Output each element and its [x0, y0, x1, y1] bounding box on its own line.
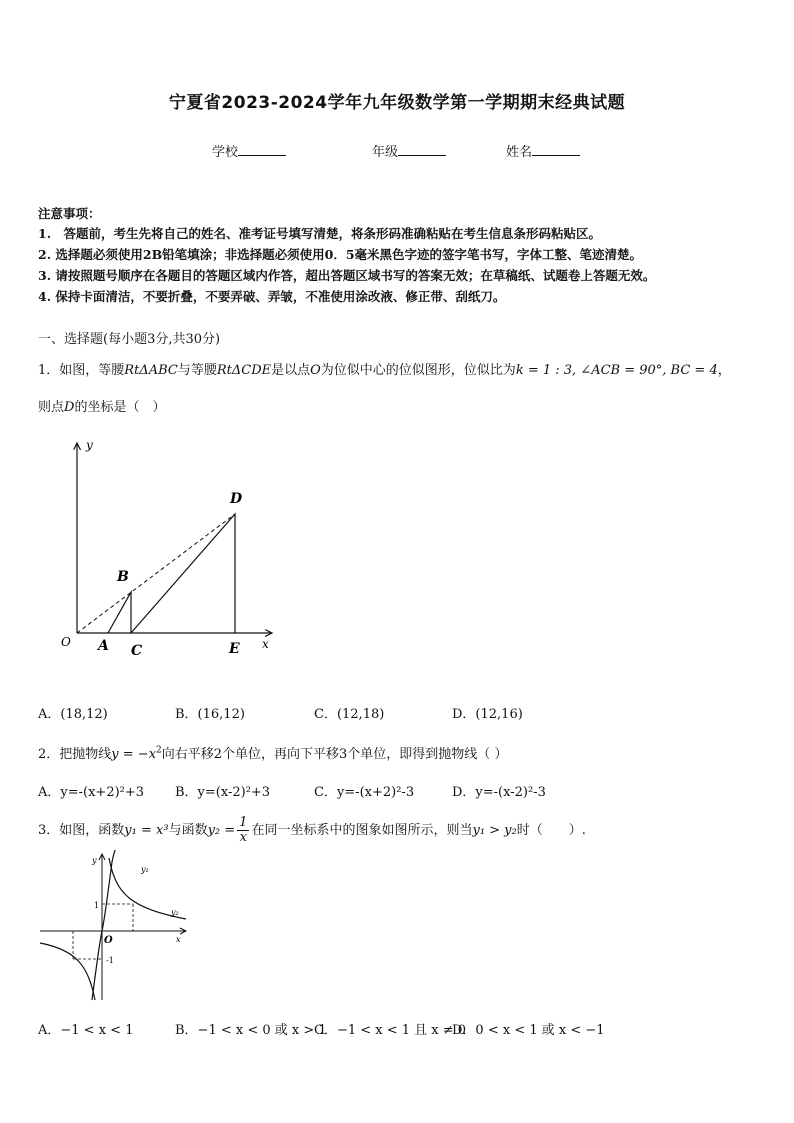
- grade-field: [372, 141, 446, 160]
- q1-math: O: [310, 363, 321, 378]
- q3-label-neg1: -1: [106, 956, 114, 965]
- q1-option-b: B．(16,12): [175, 707, 245, 722]
- q3-fraction: [237, 816, 249, 845]
- q1-text: 与等腰: [177, 363, 217, 378]
- q3-option-a: A．−1 < x < 1: [38, 1023, 134, 1038]
- q1-label-E: E: [229, 641, 240, 657]
- q3-option-d: D．0 < x < 1 或 x < −1: [452, 1023, 605, 1038]
- grade-blank: [398, 143, 446, 156]
- q1-text: 的坐标是（ ）: [74, 400, 166, 415]
- q1-line-2: [38, 396, 165, 415]
- q3-curve-y1-top: [112, 850, 116, 862]
- q1-figure: [50, 435, 290, 665]
- q1-text: 为位似中心的位似图形，位似比为: [320, 363, 516, 378]
- q1-triangle-ABC: [108, 592, 131, 633]
- notice-item-1: 1. 答题前，考生先将自己的姓名、准考证号填写清楚，将条形码准确粘贴在考生信息条形码粘贴区。: [38, 226, 602, 241]
- q1-number: 1．: [38, 363, 60, 378]
- q1-label-D: D: [230, 491, 243, 507]
- q3-text: 如图，函数: [59, 823, 125, 838]
- q1-dashed-line-OD: [77, 514, 235, 633]
- q1-option-d: D．(12,16): [452, 707, 523, 722]
- notice-item-2: 2. 选择题必须使用2B铅笔填涂；非选择题必须使用0．5毫米黑色字迹的签字笔书写，字体工整、笔迹清楚。: [38, 247, 643, 262]
- q2-line: [38, 743, 507, 762]
- q3-text: 时（ ）.: [516, 823, 586, 838]
- q3-line: [38, 816, 586, 845]
- q3-label-x: x: [176, 935, 181, 944]
- q1-label-B: B: [117, 569, 129, 585]
- q2-option-a: A．y=-(x+2)²+3: [38, 785, 145, 800]
- grade-label: 年级: [372, 145, 399, 160]
- q1-text: 如图，等腰: [59, 363, 125, 378]
- q1-option-a: A．(18,12): [38, 707, 108, 722]
- q2-option-b: B．y=(x-2)²+3: [175, 785, 271, 800]
- q2-option-c: C．y=-(x+2)²-3: [314, 785, 415, 800]
- q1-triangle-CDE: [131, 514, 235, 633]
- q3-label-1: 1: [94, 901, 100, 910]
- school-label: 学校: [212, 145, 239, 160]
- notice-heading: 注意事项：: [38, 206, 101, 221]
- q3-math: y₁ > y₂: [472, 823, 517, 838]
- q1-label-C: C: [131, 643, 143, 659]
- q1-text: ，: [717, 363, 731, 378]
- q1-line-1: [38, 359, 731, 378]
- q3-label-y: y: [92, 856, 97, 865]
- q1-option-c: C．(12,18): [314, 707, 385, 722]
- q3-label-y1: y₁: [141, 865, 149, 874]
- q1-label-A: A: [98, 638, 109, 654]
- section-heading: 一、选择题(每小题3分,共30分): [38, 332, 221, 347]
- q3-curve-y2-negative: [40, 943, 95, 1000]
- school-blank: [238, 143, 286, 156]
- q2-exponent: 2: [156, 745, 162, 756]
- name-label: 姓名: [506, 145, 533, 160]
- q1-math: D: [64, 400, 75, 415]
- q1-label-y: y: [86, 438, 93, 452]
- q1-math: RtΔABC: [124, 363, 178, 378]
- q3-label-y2: y₂: [171, 908, 179, 917]
- q1-math: RtΔCDE: [216, 363, 272, 378]
- q3-text: 在同一坐标系中的图象如图所示，则当: [251, 823, 473, 838]
- q3-math: y₂ =: [207, 823, 236, 838]
- q2-math: y = −x: [111, 747, 157, 762]
- q3-option-c: C．−1 < x < 1 且 x ≠ 0: [314, 1023, 467, 1038]
- notice-item-3: 3. 请按照题号顺序在各题目的答题区域内作答，超出答题区域书写的答案无效；在草稿纸、试题卷上答题无效。: [38, 268, 656, 283]
- name-field: [506, 141, 580, 160]
- q3-fraction-denominator: x: [239, 830, 247, 845]
- q2-option-d: D．y=-(x-2)²-3: [452, 785, 546, 800]
- q2-text: 向右平移2个单位，再向下平移3个单位，即得到抛物线（ ）: [161, 747, 508, 762]
- q3-math: y₁ = x³: [124, 823, 169, 838]
- q3-number: 3．: [38, 823, 60, 838]
- q3-figure: [36, 850, 194, 1006]
- q2-number: 2．: [38, 747, 60, 762]
- q3-option-b: B．−1 < x < 0 或 x > 1: [175, 1023, 327, 1038]
- name-blank: [532, 143, 580, 156]
- q1-label-x: x: [262, 637, 269, 651]
- q1-label-O: O: [61, 635, 71, 649]
- notice-item-4: 4. 保持卡面清洁，不要折叠，不要弄破、弄皱，不准使用涂改液、修正带、刮纸刀。: [38, 289, 506, 304]
- q2-text: 把抛物线: [59, 747, 112, 762]
- q1-text: 是以点: [271, 363, 311, 378]
- school-field: [212, 141, 286, 160]
- exam-title: 宁夏省2023-2024学年九年级数学第一学期期末经典试题: [168, 93, 626, 113]
- q1-text: 则点: [38, 400, 65, 415]
- q3-text: 与函数: [168, 823, 208, 838]
- q3-fraction-numerator: 1: [239, 815, 248, 830]
- q1-math: k = 1 : 3, ∠ACB = 90°, BC = 4: [515, 363, 718, 378]
- q3-label-O: O: [104, 935, 113, 946]
